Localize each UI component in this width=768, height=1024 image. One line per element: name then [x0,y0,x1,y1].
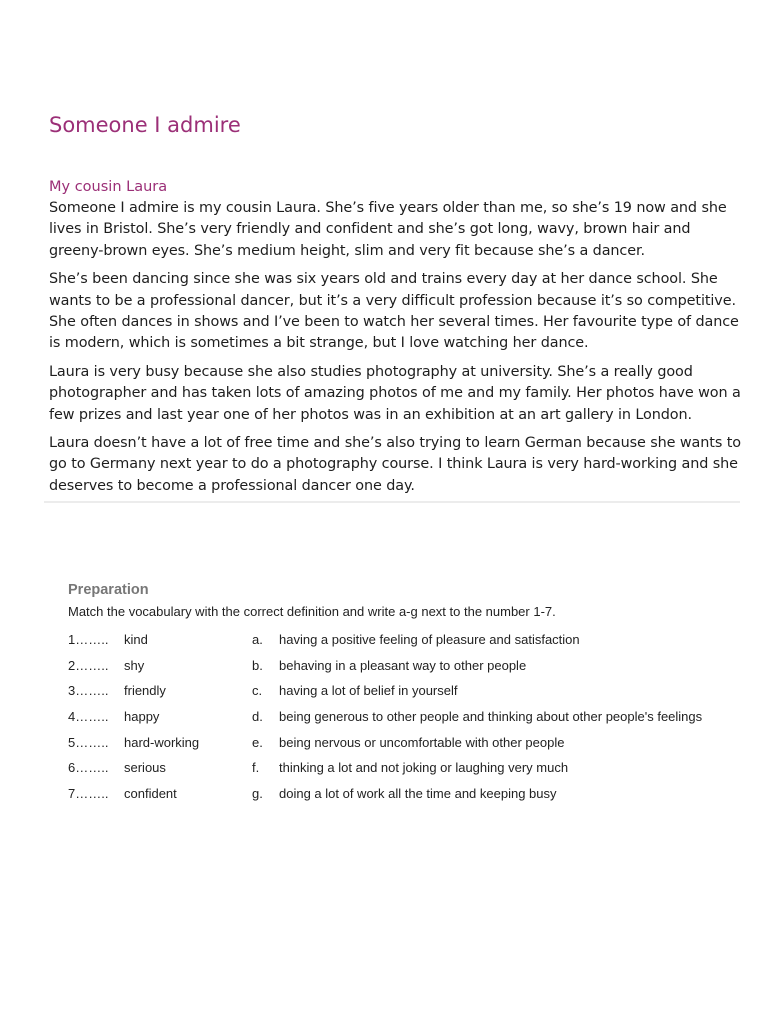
article-paragraph-2: She’s been dancing since she was six years old and trains every day at her dance school. She wants to be a professional dancer, but it’s a very difficult profession because it’s so competitive. She often dances in shows and I’ve been to watch her several times. Her favourite type of dance is modern, which is sometimes a bit strange, but I love watching her dance. [49,271,739,352]
definition-letter: f. [252,760,260,776]
answer-blank: 7…….. [68,786,109,802]
definition-letter: c. [252,683,263,699]
article-paragraph-3: Laura is very busy because she also studies photography at university. She’s a really good photographer and has taken lots of amazing photos of me and my family. Her photos have won a few prizes and last year one of her photos was in an exhibition at an art gallery in London. [49,363,741,423]
vocabulary-word: happy [124,709,160,725]
article-paragraph-1: Someone I admire is my cousin Laura. She’s five years older than me, so she’s 19 now and she lives in Bristol. She’s very friendly and confident and she’s got long, wavy, brown hair and greeny-brown eyes. She’s medium height, slim and very fit because she’s a dancer. [49,200,727,259]
section-divider [44,501,740,503]
article-subtitle: My cousin Laura [49,179,168,195]
vocabulary-row [68,631,748,657]
vocabulary-word: serious [124,760,166,776]
answer-blank: 5…….. [68,734,109,750]
answer-blank: 2…….. [68,657,109,673]
preparation-title: Preparation [68,582,149,598]
vocabulary-row [68,708,748,734]
answer-blank: 3…….. [68,683,109,699]
vocabulary-word: shy [124,657,145,673]
article-paragraph-4: Laura doesn’t have a lot of free time and she’s also trying to learn German because she wants to go to Germany next year to do a photography course. I think Laura is very hard-working and she deserves to become a professional dancer one day. [49,435,741,494]
vocabulary-word: kind [124,632,148,647]
definition-letter: d. [252,709,263,725]
definition-text: having a lot of belief in yourself [279,683,458,699]
definition-text: doing a lot of work all the time and keeping busy [279,786,557,802]
vocabulary-row [68,657,748,683]
definition-text: being nervous or uncomfortable with other people [279,734,565,750]
vocabulary-row [68,734,748,760]
vocabulary-row [68,785,748,811]
definition-letter: g. [252,786,263,802]
vocabulary-word: hard-working [124,734,200,750]
answer-blank: 1…….. [68,632,109,647]
preparation-section [68,580,748,811]
vocabulary-row [68,759,748,785]
article [49,110,744,504]
preparation-instruction: Match the vocabulary with the correct definition and write a-g next to the number 1-7. [68,604,556,619]
definition-text: thinking a lot and not joking or laughing very much [279,760,569,776]
definition-text: behaving in a pleasant way to other people [279,657,527,673]
vocabulary-row [68,682,748,708]
answer-blank: 6…….. [68,760,109,776]
vocabulary-word: confident [124,786,177,802]
definition-text: being generous to other people and thinking about other people's feelings [279,709,703,725]
definition-letter: a. [252,632,263,647]
definition-text: having a positive feeling of pleasure and satisfaction [279,632,580,647]
article-title: Someone I admire [49,113,241,137]
vocabulary-word: friendly [124,683,166,699]
definition-letter: e. [252,734,263,750]
definition-letter: b. [252,657,263,673]
vocabulary-list [68,631,748,811]
answer-blank: 4…….. [68,709,109,725]
